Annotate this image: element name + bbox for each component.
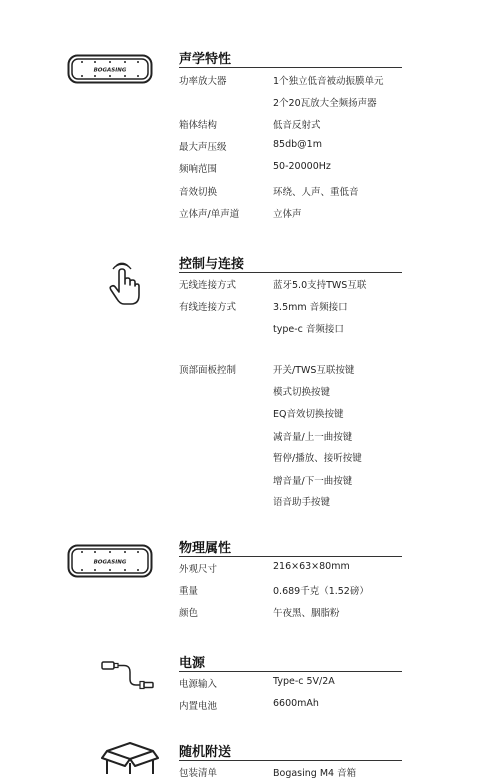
spec-value: 蓝牙5.0支持TWS互联: [273, 280, 367, 291]
section-title: 控制与连接: [179, 257, 245, 272]
spec-value: 开关/TWS互联按键: [273, 365, 355, 376]
section-divider: [179, 760, 402, 761]
spec-value: 低音反射式: [273, 120, 321, 131]
spec-label: 无线连接方式: [179, 280, 237, 291]
spec-value: EQ音效切换按键: [273, 409, 344, 420]
cable-icon: [100, 659, 156, 697]
section-divider: [179, 272, 402, 273]
spec-value: Bogasing M4 音箱: [273, 768, 357, 779]
spec-label: 有线连接方式: [179, 302, 237, 313]
spec-value: 环绕、人声、重低音: [273, 187, 359, 198]
touch-hand-icon: [106, 262, 140, 310]
spec-value: 减音量/上一曲按键: [273, 432, 353, 443]
spec-label: 功率放大器: [179, 76, 227, 87]
spec-value: 2个20瓦放大全频扬声器: [273, 98, 377, 109]
spec-value: 增音量/下一曲按键: [273, 476, 353, 487]
spec-label: 箱体结构: [179, 120, 218, 131]
spec-value: type-c 音频接口: [273, 324, 344, 335]
brand-logo-text: BOGASING: [93, 67, 127, 74]
spec-label: 顶部面板控制: [179, 365, 237, 376]
spec-label: 内置电池: [179, 701, 218, 712]
spec-value: 模式切换按键: [273, 387, 331, 398]
spec-value: 50-20000Hz: [273, 161, 331, 172]
spec-value: 85db@1m: [273, 139, 322, 150]
section-title: 随机附送: [179, 745, 232, 760]
section-title: 电源: [179, 656, 206, 671]
spec-value: 3.5mm 音频接口: [273, 302, 348, 313]
spec-value: 0.689千克（1.52磅）: [273, 586, 369, 597]
spec-label: 包装清单: [179, 768, 218, 779]
spec-label: 重量: [179, 586, 199, 597]
spec-value: 6600mAh: [273, 698, 319, 709]
spec-value: 语音助手按键: [273, 497, 331, 508]
box-icon: [101, 741, 159, 778]
spec-value: 暂停/播放、接听按键: [273, 453, 362, 464]
spec-label: 最大声压级: [179, 142, 227, 153]
brand-logo-text: BOGASING: [93, 559, 127, 566]
section-divider: [179, 671, 402, 672]
section-title: 声学特性: [179, 52, 232, 67]
spec-label: 立体声/单声道: [179, 209, 240, 220]
spec-value: 1个独立低音被动振膜单元: [273, 76, 384, 87]
section-divider: [179, 556, 402, 557]
section-divider: [179, 67, 402, 68]
section-title: 物理属性: [179, 541, 232, 556]
spec-value: Type-c 5V/2A: [273, 676, 335, 687]
spec-label: 频响范围: [179, 164, 218, 175]
spec-label: 音效切换: [179, 187, 218, 198]
speaker-icon: [67, 54, 153, 88]
spec-value: 午夜黑、胭脂粉: [273, 608, 340, 619]
spec-value: 立体声: [273, 209, 302, 220]
spec-label: 电源输入: [179, 679, 218, 690]
spec-label: 外观尺寸: [179, 564, 218, 575]
spec-value: 216×63×80mm: [273, 561, 350, 572]
speaker-icon: [67, 544, 153, 582]
spec-label: 颜色: [179, 608, 199, 619]
